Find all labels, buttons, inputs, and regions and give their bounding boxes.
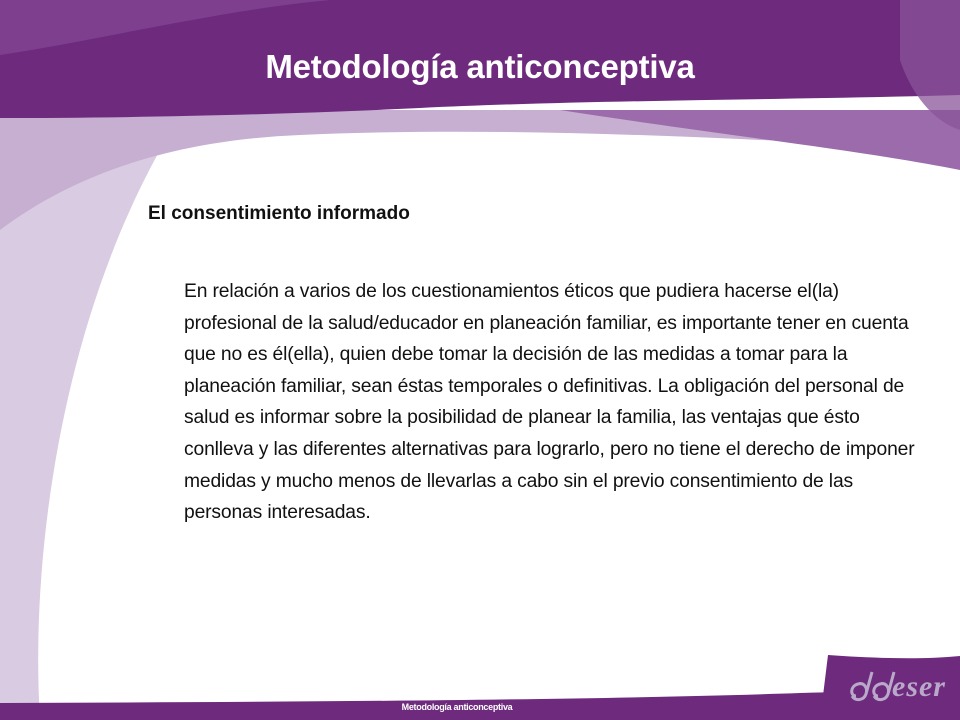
slide-body-text: En relación a varios de los cuestionamientos éticos que pudiera hacerse el(la) profesional de la salud/educador en planeación familiar, es importante tener en cuenta que no es él(ella), quien debe tomar la decisión de las medidas a tomar para la planeación familiar, sean éstas temporales o definitivas. La obligación del personal de salud es informar sobre la posibilidad de planear la familia, las ventajas que ésto conlleva y las diferentes alternativas para lograrlo, pero no tiene el derecho de imponer medidas y mucho menos de llevarlas a cabo sin el previo consentimiento de las personas interesadas.	[184, 281, 915, 524]
mid-purple-wave-right	[560, 110, 960, 170]
slide-subtitle: El consentimiento informado	[148, 203, 410, 224]
slide-title: Metodología anticonceptiva	[265, 48, 695, 85]
footer-title: Metodología anticonceptiva	[401, 702, 513, 712]
logo-text: eser	[892, 670, 946, 703]
